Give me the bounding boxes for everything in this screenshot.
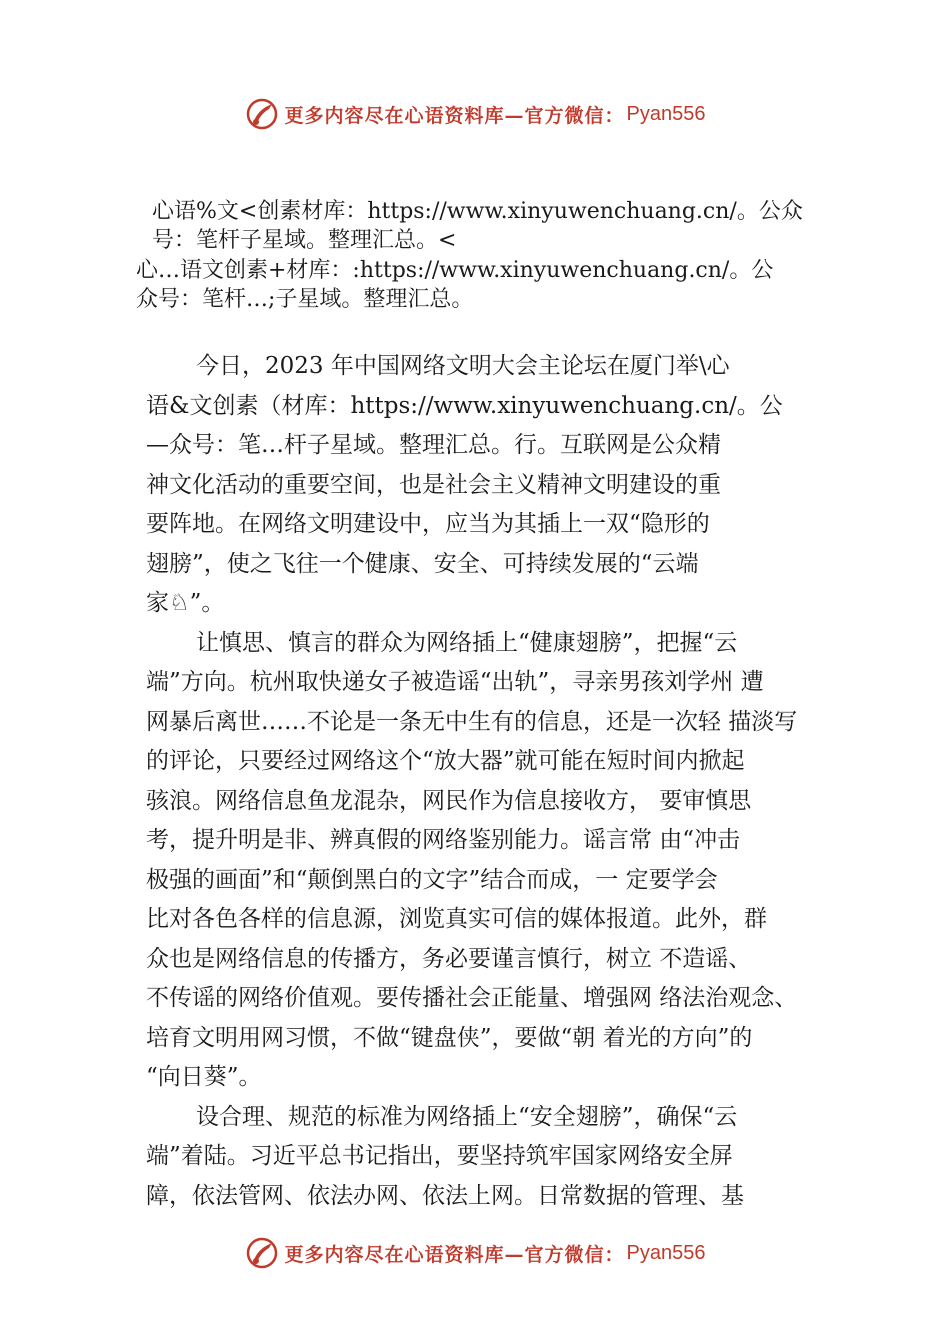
body-line-16: 众也是网络信息的传播方，务必要谨言慎行，树立 不造谣、 xyxy=(146,946,752,972)
banner-text: 更多内容尽在心语资料库—官方微信： xyxy=(284,1243,625,1266)
body-line-11: 的评论，只要经过网络这个“放大器”就可能在短时间内掀起 xyxy=(146,748,745,774)
body-line-8: 让慎思、慎言的群众为网络插上“健康翅膀”，把握“云 xyxy=(196,630,738,656)
banner-text: 更多内容尽在心语资料库—官方微信： xyxy=(284,104,625,127)
body-line-10: 网暴后离世……不论是一条无中生有的信息，还是一次轻 描淡写 xyxy=(146,709,798,735)
body-line-18: 培育文明用网习惯，不做“键盘侠”，要做“朝 着光的方向”的 xyxy=(146,1025,753,1051)
body-line-15: 比对各色各样的信息源，浏览真实可信的媒体报道。此外，群 xyxy=(146,906,767,932)
body-line-14: 极强的画面”和“颠倒黑白的文字”结合而成，一 定要学会 xyxy=(146,867,718,893)
body-line-2: 语&文创素（材库：https://www.xinyuwenchuang.cn/。公 xyxy=(146,393,783,419)
body-line-6: 翅膀”，使之飞往一个健康、安全、可持续发展的“云端 xyxy=(146,551,699,577)
body-line-19: “向日葵”。 xyxy=(146,1064,262,1090)
body-line-20: 设合理、规范的标准为网络插上“安全翅膀”，确保“云 xyxy=(196,1104,738,1130)
body-line-12: 骇浪。网络信息鱼龙混杂，网民作为信息接收方， 要审慎思 xyxy=(146,788,752,814)
banner-wechat-id: Pyan556 xyxy=(626,102,706,125)
header-banner xyxy=(0,94,950,134)
body-line-5: 要阵地。在网络文明建设中，应当为其插上一双“隐形的 xyxy=(146,511,710,537)
header-line-4: 众号：笔杆…;子星域。整理汇总。 xyxy=(136,287,474,312)
body-line-17: 不传谣的网络价值观。要传播社会正能量、增强网 络法治观念、 xyxy=(146,985,798,1011)
body-line-21: 端”着陆。习近平总书记指出，要坚持筑牢国家网络安全屏 xyxy=(146,1143,733,1169)
header-line-1: 心语%文<创素材库：https://www.xinyuwenchuang.cn/。公众 xyxy=(152,199,803,224)
body-line-9: 端”方向。杭州取快递女子被造谣“出轨”，寻亲男孩刘学州 遭 xyxy=(146,669,764,695)
brush-logo-icon xyxy=(245,1236,279,1270)
body-line-1: 今日，2023 年中国网络文明大会主论坛在厦门举\心 xyxy=(196,353,730,379)
banner-wechat-id: Pyan556 xyxy=(626,1241,706,1264)
body-line-7: 家♘”。 xyxy=(146,590,225,616)
body-line-3: —众号：笔…杆子星域。整理汇总。行。互联网是公众精 xyxy=(146,432,721,458)
body-line-4: 神文化活动的重要空间，也是社会主义精神文明建设的重 xyxy=(146,472,721,498)
header-line-3: 心…语文创素+材库：:https://www.xinyuwenchuang.cn/。公 xyxy=(136,258,774,283)
body-line-13: 考，提升明是非、辨真假的网络鉴别能力。谣言常 由“冲击 xyxy=(146,827,741,853)
footer-banner xyxy=(0,1233,950,1273)
body-line-22: 障，依法管网、依法办网、依法上网。日常数据的管理、基 xyxy=(146,1183,744,1209)
header-line-2: 号：笔杆子星域。整理汇总。< xyxy=(152,228,457,253)
brush-logo-icon xyxy=(245,97,279,131)
